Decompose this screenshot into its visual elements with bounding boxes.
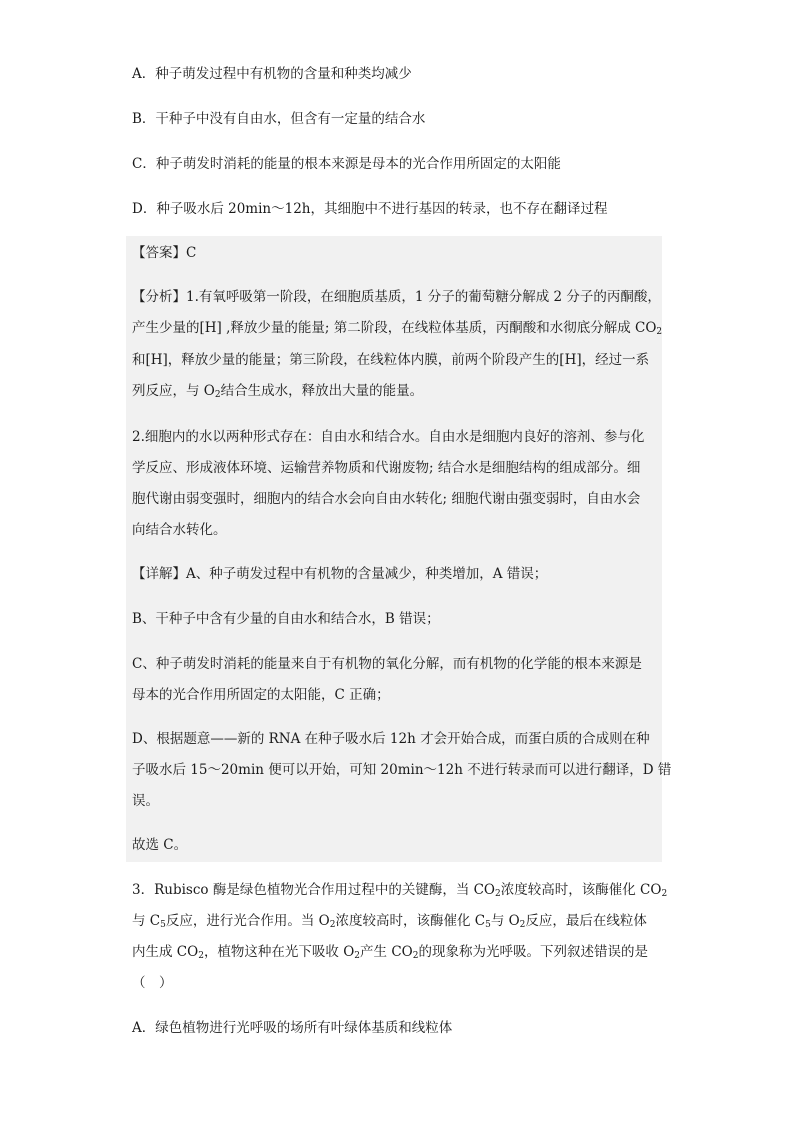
question-stem-line: 3．Rubisco 酶是绿色植物光合作用过程中的关键酶，当 $CO_2$浓度较高时，该酶催化 $CO_2$ [132,882,668,899]
question-option-a: A．绿色植物进行光呼吸的场所有叶绿体基质和线粒体 [132,1020,453,1036]
analysis-line: 列反应，与 $O_2$结合生成水，释放出大量的能量。 [132,383,424,400]
option-b: B．干种子中没有自由水，但含有一定量的结合水 [132,111,426,127]
option-d: D．种子吸水后 20min～12h，其细胞中不进行基因的转录，也不存在翻译过程 [132,201,608,217]
analysis-line: 产生少量的[H] ,释放少量的能量; 第二阶段，在线粒体基质，丙酮酸和水彻底分解成 $CO_2$ [132,320,663,337]
detail-line: 子吸水后 15～20min 便可以开始，可知 20min～12h 不进行转录而可以进行翻译，D 错 [132,762,672,778]
analysis2-line: 学反应、形成液体环境、运输营养物质和代谢废物; 结合水是细胞结构的组成部分。细 [132,460,641,476]
analysis2-line: 向结合水转化。 [132,522,227,538]
detail-line: C、种子萌发时消耗的能量来自于有机物的氧化分解，而有机物的化学能的根本来源是 [132,656,642,672]
detail-line: B、干种子中含有少量的自由水和结合水，B 错误； [132,611,440,627]
subscript: 2 [214,390,221,400]
detail-line: 母本的光合作用所固定的太阳能，C 正确； [132,687,390,703]
analysis-line: 和[H]，释放少量的能量；第三阶段，在线粒体内膜，前两个阶段产生的[H]，经过一系 [132,352,650,368]
analysis-line: 【分析】1.有氧呼吸第一阶段，在细胞质基质，1 分子的葡萄糖分解成 2 分子的丙酮酸， [132,289,661,305]
question-stem-line: 与 $C_5$反应，进行光合作用。当 $O_2$浓度较高时，该酶催化 $C_5$与 $O_2$反应，最后在线粒体 [132,913,647,930]
option-c: C．种子萌发时消耗的能量的根本来源是母本的光合作用所固定的太阳能 [132,156,561,172]
detail-line: 故选 C。 [132,837,188,853]
detail-line: D、根据题意——新的 RNA 在种子吸水后 12h 才会开始合成，而蛋白质的合成则在种 [132,731,650,747]
question-answer-bracket: （ ） [132,975,173,991]
answer-label: 【答案】C [132,245,197,261]
analysis2-line: 胞代谢由弱变强时，细胞内的结合水会向自由水转化; 细胞代谢由强变弱时，自由水会 [132,491,641,507]
detail-line: 【详解】A、种子萌发过程中有机物的含量减少，种类增加，A 错误； [132,566,548,582]
detail-line: 误。 [132,793,159,809]
subscript: 2 [656,327,663,337]
question-stem-line: 内生成 $CO_2$，植物这种在光下吸收 $O_2$产生 $CO_2$的现象称为光呼吸。下列叙述错误的是 [132,944,648,961]
analysis2-line: 2.细胞内的水以两种形式存在：自由水和结合水。自由水是细胞内良好的溶剂、参与化 [132,429,645,445]
option-a: A．种子萌发过程中有机物的含量和种类均减少 [132,66,412,82]
